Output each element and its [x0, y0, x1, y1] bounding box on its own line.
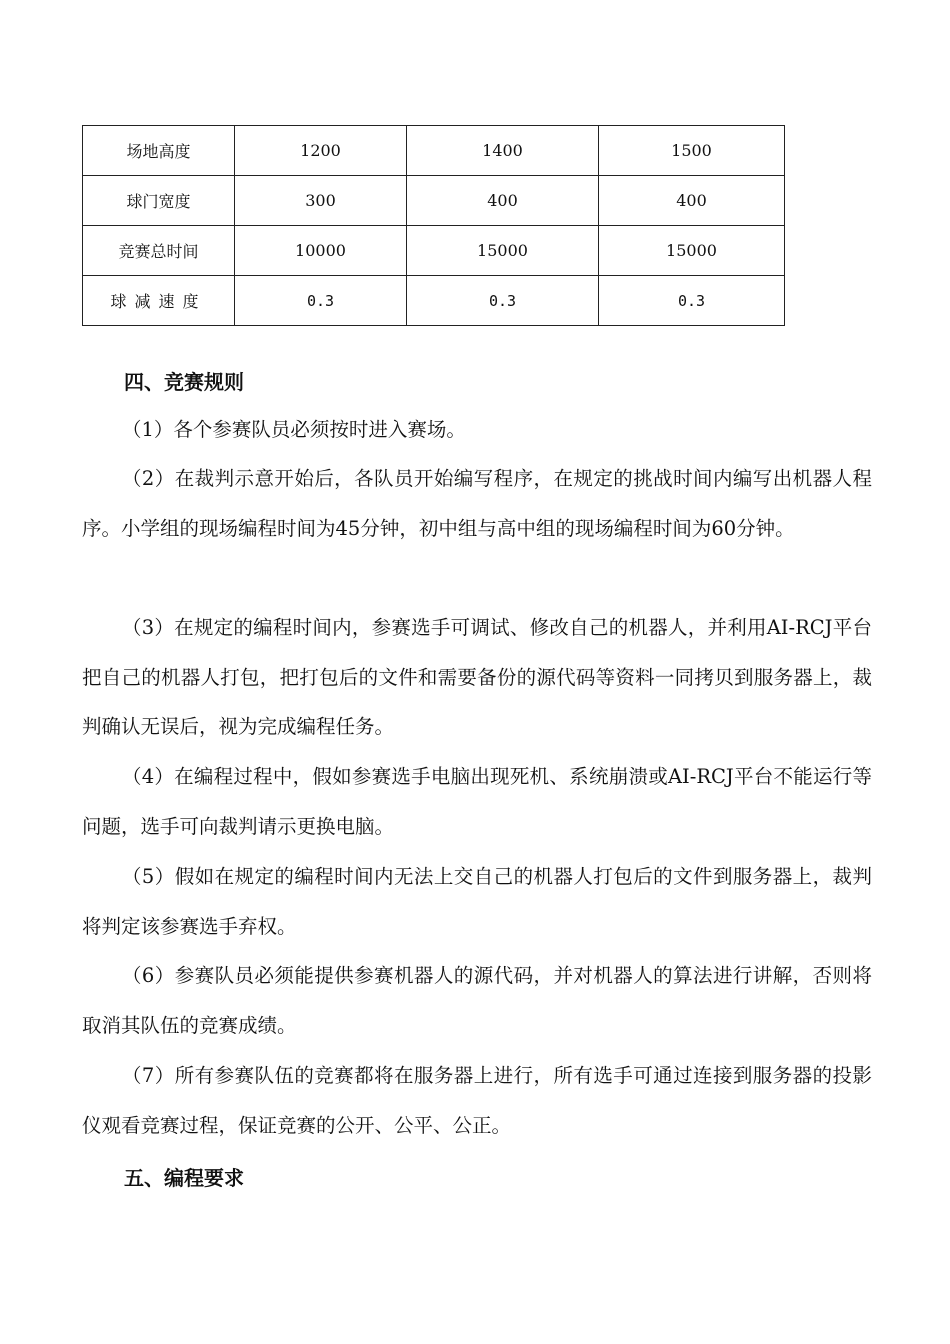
- row-label: 竞赛总时间: [83, 226, 235, 276]
- table-cell: 300: [235, 176, 407, 226]
- table-cell: 0.3: [599, 276, 785, 326]
- table-row: [83, 126, 785, 176]
- table-cell: 400: [599, 176, 785, 226]
- section-heading: 五、编程要求: [124, 1166, 244, 1190]
- table-cell: 0.3: [235, 276, 407, 326]
- rule-paragraph: （7）所有参赛队伍的竞赛都将在服务器上进行，所有选手可通过连接到服务器的投影仪观看竞赛过程，保证竞赛的公开、公平、公正。: [82, 1064, 872, 1137]
- table-cell: 0.3: [407, 276, 599, 326]
- rule-paragraph: （2）在裁判示意开始后，各队员开始编写程序，在规定的挑战时间内编写出机器人程序。小学组的现场编程时间为45分钟，初中组与高中组的现场编程时间为60分钟。: [82, 467, 872, 540]
- rule-paragraph: （4）在编程过程中，假如参赛选手电脑出现死机、系统崩溃或AI-RCJ平台不能运行等问题，选手可向裁判请示更换电脑。: [82, 765, 872, 838]
- table-cell: 400: [407, 176, 599, 226]
- row-label: 场地高度: [83, 126, 235, 176]
- section-heading: 四、竞赛规则: [124, 370, 244, 394]
- rule-paragraph: （3）在规定的编程时间内，参赛选手可调试、修改自己的机器人，并利用AI-RCJ平台把自己的机器人打包，把打包后的文件和需要备份的源代码等资料一同拷贝到服务器上，裁判确认无误后，视为完成编程任务。: [82, 616, 872, 738]
- table-cell: 10000: [235, 226, 407, 276]
- table-cell: 1200: [235, 126, 407, 176]
- row-label: 球门宽度: [83, 176, 235, 226]
- rule-paragraph: （5）假如在规定的编程时间内无法上交自己的机器人打包后的文件到服务器上，裁判将判定该参赛选手弃权。: [82, 865, 872, 938]
- table-cell: 15000: [407, 226, 599, 276]
- rule-paragraph: （6）参赛队员必须能提供参赛机器人的源代码，并对机器人的算法进行讲解，否则将取消其队伍的竞赛成绩。: [82, 964, 872, 1037]
- table-row: [83, 176, 785, 226]
- parameters-table: [82, 125, 785, 326]
- rule-paragraph: （1）各个参赛队员必须按时进入赛场。: [122, 418, 466, 441]
- table-cell: 1500: [599, 126, 785, 176]
- table-cell: 1400: [407, 126, 599, 176]
- table-row: [83, 276, 785, 326]
- row-label: 球减速度: [83, 276, 235, 326]
- table-row: [83, 226, 785, 276]
- table-cell: 15000: [599, 226, 785, 276]
